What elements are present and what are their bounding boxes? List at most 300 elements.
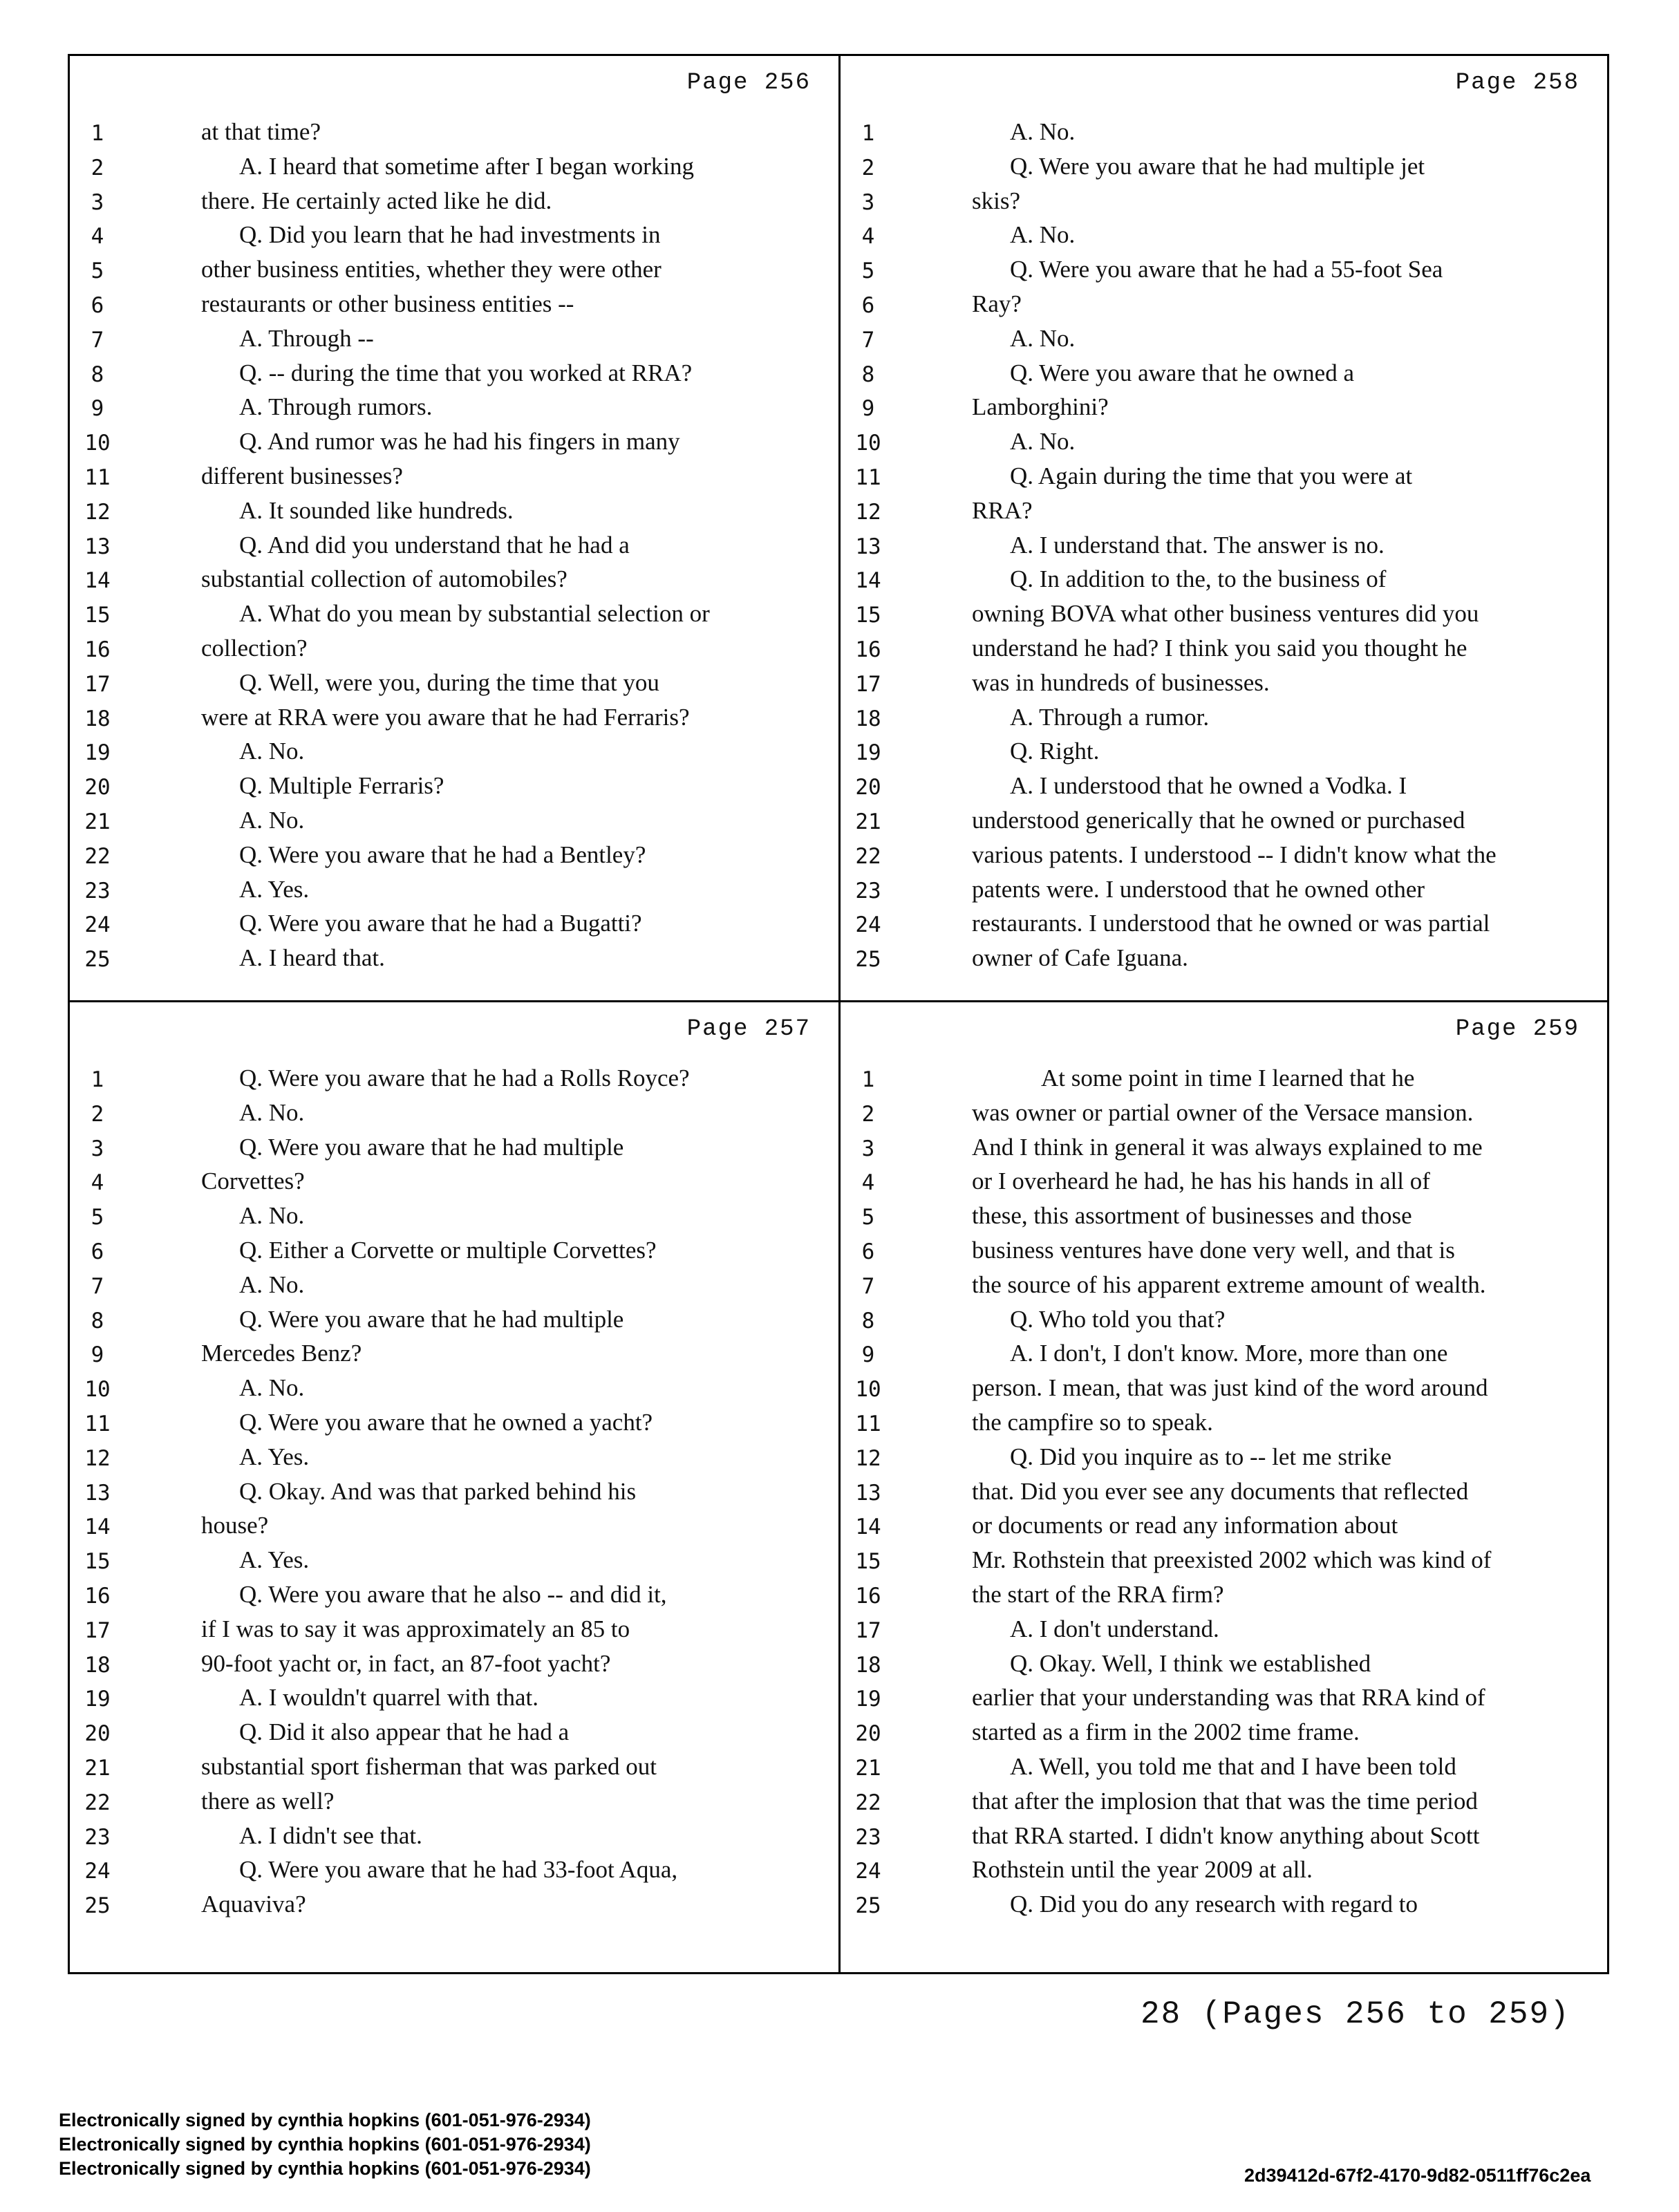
line-text: A. Yes. xyxy=(239,1546,310,1574)
line-text: A. No. xyxy=(239,1374,305,1402)
transcript-line xyxy=(70,324,838,358)
line-text: A. Through a rumor. xyxy=(1010,703,1210,731)
transcript-line xyxy=(841,1855,1607,1889)
line-number: 5 xyxy=(91,259,104,284)
line-number: 3 xyxy=(91,1136,104,1161)
transcript-line xyxy=(70,564,838,599)
line-number: 20 xyxy=(84,775,111,800)
line-text: Q. And did you understand that he had a xyxy=(239,531,630,559)
line-text: Aquaviva? xyxy=(201,1891,306,1918)
line-text: other business entities, whether they were other xyxy=(201,256,662,283)
line-number: 4 xyxy=(861,1170,875,1196)
line-number: 17 xyxy=(855,1618,881,1643)
transcript-line xyxy=(70,358,838,393)
transcript-line xyxy=(70,1683,838,1717)
line-text: were at RRA were you aware that he had Ferraris? xyxy=(201,703,690,731)
line-number: 5 xyxy=(91,1205,104,1230)
line-number: 22 xyxy=(855,1790,881,1815)
line-number: 9 xyxy=(91,396,104,422)
line-text: Q. Were you aware that he had a 55-foot Sea xyxy=(1010,256,1443,283)
line-text: Ray? xyxy=(972,290,1022,317)
line-text: Q. Okay. And was that parked behind his xyxy=(239,1477,637,1505)
line-number: 12 xyxy=(84,499,111,525)
line-text: Q. Were you aware that he had a Bugatti? xyxy=(239,910,642,937)
page-header: Page 256 xyxy=(686,70,811,96)
line-text: A. No. xyxy=(1010,324,1076,352)
transcript-line xyxy=(841,1166,1607,1201)
line-number: 17 xyxy=(855,671,881,697)
line-number: 1 xyxy=(861,1067,875,1092)
transcript-line xyxy=(841,736,1607,771)
line-text: A. No. xyxy=(239,1098,305,1126)
transcript-line xyxy=(841,771,1607,805)
line-text: Q. Were you aware that he owned a yacht? xyxy=(239,1409,653,1436)
line-number: 9 xyxy=(861,1342,875,1368)
page-header: Page 257 xyxy=(686,1016,811,1042)
line-text: or I overheard he had, he has his hands in all of xyxy=(972,1168,1430,1195)
transcript-line xyxy=(70,1821,838,1855)
line-number: 21 xyxy=(84,809,111,834)
line-number: 24 xyxy=(855,1859,881,1884)
transcript-line xyxy=(70,599,838,633)
transcript-line xyxy=(841,254,1607,289)
transcript-line xyxy=(70,1166,838,1201)
line-text: A. Yes. xyxy=(239,875,310,903)
line-text: A. Yes. xyxy=(239,1443,310,1470)
transcript-line xyxy=(70,943,838,977)
line-number: 8 xyxy=(91,362,104,387)
line-number: 4 xyxy=(91,1170,104,1196)
transcript-line xyxy=(841,1477,1607,1511)
transcript-line xyxy=(841,1510,1607,1545)
transcript-line xyxy=(841,564,1607,599)
transcript-line xyxy=(841,496,1607,530)
line-text: skis? xyxy=(972,187,1020,214)
line-number: 18 xyxy=(84,1652,111,1678)
transcript-line xyxy=(841,1098,1607,1132)
transcript-line xyxy=(70,1063,838,1098)
line-number: 7 xyxy=(861,1273,875,1299)
line-text: Q. Okay. Well, I think we established xyxy=(1010,1649,1371,1677)
page-259-panel xyxy=(841,1002,1607,1972)
transcript-line xyxy=(70,771,838,805)
line-text: house? xyxy=(201,1512,269,1539)
line-number: 4 xyxy=(91,224,104,250)
transcript-line xyxy=(841,220,1607,254)
line-text: Q. Were you aware that he had a Bentley? xyxy=(239,841,646,868)
line-number: 5 xyxy=(861,259,875,284)
line-text: business ventures have done very well, and that is xyxy=(972,1237,1455,1264)
transcript-line xyxy=(841,289,1607,324)
line-number: 7 xyxy=(91,1273,104,1299)
line-text: or documents or read any information about xyxy=(972,1512,1398,1539)
line-text: Q. Who told you that? xyxy=(1010,1305,1226,1333)
line-text: Q. Did you inquire as to -- let me strike xyxy=(1010,1443,1392,1470)
line-text: A. No. xyxy=(1010,221,1076,249)
transcript-line xyxy=(841,1270,1607,1304)
line-text: Q. Again during the time that you were at xyxy=(1010,462,1413,489)
line-text: there as well? xyxy=(201,1787,335,1815)
line-number: 6 xyxy=(861,1239,875,1264)
page-257-panel xyxy=(70,1002,838,1972)
line-text: A. No. xyxy=(239,1271,305,1298)
line-text: earlier that your understanding was that RRA kind of xyxy=(972,1684,1485,1712)
transcript-line xyxy=(841,186,1607,221)
line-number: 15 xyxy=(855,1549,881,1575)
transcript-line xyxy=(70,530,838,565)
transcript-line xyxy=(70,668,838,702)
line-number: 10 xyxy=(84,1377,111,1403)
line-text: A. Through rumors. xyxy=(239,393,433,421)
transcript-line xyxy=(841,117,1607,151)
line-number: 17 xyxy=(84,671,111,697)
page-258-panel xyxy=(841,56,1607,1000)
line-number: 13 xyxy=(84,534,111,559)
line-number: 23 xyxy=(84,1824,111,1850)
line-number: 6 xyxy=(91,293,104,318)
line-text: A. I don't understand. xyxy=(1010,1615,1219,1642)
line-number: 23 xyxy=(855,878,881,903)
line-number: 22 xyxy=(84,1790,111,1815)
line-number: 19 xyxy=(855,1687,881,1712)
line-text: understand he had? I think you said you thought he xyxy=(972,635,1467,662)
line-number: 24 xyxy=(855,912,881,938)
line-number: 24 xyxy=(84,1859,111,1884)
line-number: 3 xyxy=(861,189,875,215)
transcript-line xyxy=(70,289,838,324)
line-text: Mercedes Benz? xyxy=(201,1340,362,1367)
line-text: And I think in general it was always explained to me xyxy=(972,1133,1483,1161)
line-number: 10 xyxy=(855,1377,881,1403)
line-number: 14 xyxy=(855,1515,881,1540)
line-number: 4 xyxy=(861,224,875,250)
transcript-line xyxy=(70,633,838,668)
transcript-line xyxy=(70,220,838,254)
line-number: 22 xyxy=(84,843,111,869)
line-text: owner of Cafe Iguana. xyxy=(972,944,1188,972)
line-text: person. I mean, that was just kind of the word around xyxy=(972,1374,1488,1402)
line-text: that after the implosion that that was the time period xyxy=(972,1787,1478,1815)
line-number: 16 xyxy=(855,637,881,662)
line-text: understood generically that he owned or purchased xyxy=(972,807,1465,834)
page-header: Page 259 xyxy=(1455,1016,1579,1042)
transcript-line xyxy=(841,702,1607,737)
line-number: 11 xyxy=(84,465,111,490)
transcript-line xyxy=(841,1132,1607,1167)
line-text: A. No. xyxy=(1010,118,1076,145)
transcript-line xyxy=(70,1373,838,1407)
transcript-line xyxy=(841,1649,1607,1683)
line-number: 1 xyxy=(91,121,104,146)
line-text: Q. Did you learn that he had investments in xyxy=(239,221,661,249)
line-text: was in hundreds of businesses. xyxy=(972,668,1270,696)
transcript-line xyxy=(70,1752,838,1786)
transcript-line xyxy=(70,805,838,840)
line-text: collection? xyxy=(201,635,308,662)
transcript-line xyxy=(70,117,838,151)
transcript-line xyxy=(70,1717,838,1752)
line-text: Q. Either a Corvette or multiple Corvettes? xyxy=(239,1237,657,1264)
line-number: 7 xyxy=(91,327,104,353)
transcript-line xyxy=(70,392,838,427)
line-text: Q. Multiple Ferraris? xyxy=(239,772,444,800)
line-text: A. No. xyxy=(239,807,305,834)
transcript-frame xyxy=(68,54,1609,1974)
line-number: 3 xyxy=(91,189,104,215)
line-text: Q. Were you aware that he had multiple xyxy=(239,1133,624,1161)
signature-line: Electronically signed by cynthia hopkins (601-051-976-2934) xyxy=(59,2134,591,2155)
line-number: 17 xyxy=(84,1618,111,1643)
line-number: 14 xyxy=(84,1515,111,1540)
transcript-line xyxy=(70,1545,838,1580)
line-number: 25 xyxy=(84,947,111,973)
transcript-line xyxy=(841,358,1607,393)
transcript-line xyxy=(70,427,838,461)
line-number: 16 xyxy=(84,1584,111,1609)
line-number: 6 xyxy=(91,1239,104,1264)
transcript-line xyxy=(841,1821,1607,1855)
transcript-line xyxy=(70,1855,838,1889)
transcript-line xyxy=(841,530,1607,565)
transcript-line xyxy=(841,1063,1607,1098)
line-number: 9 xyxy=(861,396,875,422)
line-number: 11 xyxy=(855,465,881,490)
transcript-line xyxy=(70,736,838,771)
transcript-line xyxy=(841,1580,1607,1614)
line-text: A. What do you mean by substantial selection or xyxy=(239,600,710,628)
line-number: 1 xyxy=(91,1067,104,1092)
line-number: 15 xyxy=(855,603,881,628)
line-number: 21 xyxy=(855,809,881,834)
transcript-line xyxy=(70,461,838,496)
line-number: 19 xyxy=(84,1687,111,1712)
line-number: 10 xyxy=(84,431,111,456)
line-number: 12 xyxy=(855,499,881,525)
line-text: At some point in time I learned that he xyxy=(1041,1065,1415,1091)
line-text: at that time? xyxy=(201,118,321,145)
transcript-line xyxy=(70,702,838,737)
line-text: that RRA started. I didn't know anything about Scott xyxy=(972,1821,1480,1849)
line-number: 8 xyxy=(91,1308,104,1333)
transcript-line xyxy=(841,874,1607,909)
line-text: Q. Were you aware that he had a Rolls Royce? xyxy=(239,1065,690,1091)
transcript-line xyxy=(841,1373,1607,1407)
line-text: restaurants. I understood that he owned or was partial xyxy=(972,910,1490,937)
transcript-line xyxy=(841,151,1607,186)
line-number: 2 xyxy=(91,1101,104,1127)
line-number: 6 xyxy=(861,293,875,318)
line-number: 21 xyxy=(84,1756,111,1781)
transcript-line xyxy=(841,805,1607,840)
line-text: Corvettes? xyxy=(201,1168,305,1195)
line-number: 19 xyxy=(84,740,111,766)
transcript-line xyxy=(70,186,838,221)
transcript-line xyxy=(841,633,1607,668)
transcript-line xyxy=(841,1545,1607,1580)
line-number: 25 xyxy=(84,1893,111,1919)
line-number: 21 xyxy=(855,1756,881,1781)
line-text: started as a firm in the 2002 time frame. xyxy=(972,1718,1360,1746)
line-number: 15 xyxy=(84,603,111,628)
transcript-line xyxy=(841,668,1607,702)
transcript-line xyxy=(70,1098,838,1132)
transcript-line xyxy=(70,1235,838,1270)
line-text: A. I understood that he owned a Vodka. I xyxy=(1010,772,1407,800)
line-text: Q. Right. xyxy=(1010,738,1100,765)
transcript-line xyxy=(70,1201,838,1235)
transcript-line xyxy=(841,427,1607,461)
transcript-line xyxy=(841,324,1607,358)
transcript-line xyxy=(70,1304,838,1339)
line-text: the source of his apparent extreme amount of wealth. xyxy=(972,1271,1486,1298)
line-number: 9 xyxy=(91,1342,104,1368)
line-text: Q. Were you aware that he had 33-foot Aqua, xyxy=(239,1856,678,1884)
transcript-line xyxy=(841,1786,1607,1821)
line-text: if I was to say it was approximately an 85 to xyxy=(201,1615,630,1642)
transcript-line xyxy=(841,1614,1607,1649)
transcript-line xyxy=(70,840,838,874)
line-text: that. Did you ever see any documents that reflected xyxy=(972,1477,1469,1505)
line-text: various patents. I understood -- I didn't know what the xyxy=(972,841,1497,868)
line-text: there. He certainly acted like he did. xyxy=(201,187,552,214)
transcript-line xyxy=(841,1717,1607,1752)
line-number: 13 xyxy=(84,1480,111,1506)
line-text: different businesses? xyxy=(201,462,403,489)
transcript-line xyxy=(70,1649,838,1683)
page-256-panel xyxy=(70,56,838,1000)
line-text: these, this assortment of businesses and those xyxy=(972,1202,1412,1230)
line-text: Q. Did it also appear that he had a xyxy=(239,1718,570,1746)
line-number: 13 xyxy=(855,534,881,559)
transcript-line xyxy=(841,1683,1607,1717)
line-text: Q. -- during the time that you worked at RRA? xyxy=(239,359,693,386)
line-number: 2 xyxy=(861,1101,875,1127)
transcript-line xyxy=(841,1407,1607,1442)
line-text: Q. Well, were you, during the time that you xyxy=(239,668,659,696)
line-number: 2 xyxy=(91,155,104,180)
line-text: restaurants or other business entities -- xyxy=(201,290,574,317)
line-number: 25 xyxy=(855,1893,881,1919)
transcript-line xyxy=(70,874,838,909)
line-text: 90-foot yacht or, in fact, an 87-foot yacht? xyxy=(201,1649,611,1677)
transcript-line xyxy=(841,1201,1607,1235)
transcript-line xyxy=(70,254,838,289)
transcript-line xyxy=(70,1442,838,1477)
line-text: Q. Did you do any research with regard to xyxy=(1010,1891,1418,1918)
line-number: 5 xyxy=(861,1205,875,1230)
transcript-line xyxy=(841,1889,1607,1924)
line-text: Q. In addition to the, to the business of xyxy=(1010,565,1387,593)
line-number: 16 xyxy=(855,1584,881,1609)
line-text: substantial sport fisherman that was parked out xyxy=(201,1753,657,1780)
line-text: the campfire so to speak. xyxy=(972,1409,1213,1436)
line-number: 13 xyxy=(855,1480,881,1506)
line-number: 23 xyxy=(84,878,111,903)
transcript-line xyxy=(841,599,1607,633)
line-text: A. No. xyxy=(239,1202,305,1230)
line-number: 24 xyxy=(84,912,111,938)
signature-line: Electronically signed by cynthia hopkins (601-051-976-2934) xyxy=(59,2110,591,2130)
transcript-line xyxy=(70,1477,838,1511)
transcript-line xyxy=(70,1786,838,1821)
line-text: owning BOVA what other business ventures did you xyxy=(972,600,1479,628)
line-number: 10 xyxy=(855,431,881,456)
transcript-line xyxy=(841,943,1607,977)
line-text: Q. And rumor was he had his fingers in many xyxy=(239,428,680,456)
line-text: A. I don't, I don't know. More, more than one xyxy=(1010,1340,1448,1367)
line-number: 18 xyxy=(84,706,111,731)
transcript-line xyxy=(841,1235,1607,1270)
line-number: 18 xyxy=(855,1652,881,1678)
line-number: 20 xyxy=(855,1721,881,1747)
transcript-line xyxy=(70,908,838,943)
line-text: Q. Were you aware that he had multiple xyxy=(239,1305,624,1333)
transcript-line xyxy=(841,1338,1607,1373)
line-text: substantial collection of automobiles? xyxy=(201,565,568,593)
line-number: 14 xyxy=(84,568,111,594)
transcript-line xyxy=(70,1338,838,1373)
line-number: 3 xyxy=(861,1136,875,1161)
transcript-line xyxy=(841,1752,1607,1786)
line-number: 12 xyxy=(855,1445,881,1471)
line-number: 20 xyxy=(84,1721,111,1747)
line-text: A. I understand that. The answer is no. xyxy=(1010,531,1385,559)
line-text: A. Through -- xyxy=(239,324,374,352)
document-hash: 2d39412d-67f2-4170-9d82-0511ff76c2ea xyxy=(1244,2165,1591,2186)
line-text: A. It sounded like hundreds. xyxy=(239,496,514,524)
line-number: 22 xyxy=(855,843,881,869)
transcript-line xyxy=(841,908,1607,943)
transcript-line xyxy=(70,1889,838,1924)
line-text: RRA? xyxy=(972,496,1033,524)
line-text: Q. Were you aware that he owned a xyxy=(1010,359,1354,386)
transcript-line xyxy=(70,1270,838,1304)
transcript-line xyxy=(70,1132,838,1167)
line-number: 16 xyxy=(84,637,111,662)
line-text: Q. Were you aware that he also -- and did it, xyxy=(239,1581,667,1608)
line-number: 15 xyxy=(84,1549,111,1575)
transcript-line xyxy=(841,840,1607,874)
transcript-line xyxy=(70,496,838,530)
line-text: Mr. Rothstein that preexisted 2002 which was kind of xyxy=(972,1546,1492,1574)
line-number: 19 xyxy=(855,740,881,766)
line-text: A. I heard that sometime after I began working xyxy=(239,152,694,180)
signature-line: Electronically signed by cynthia hopkins (601-051-976-2934) xyxy=(59,2158,591,2179)
transcript-line xyxy=(841,461,1607,496)
line-text: Lamborghini? xyxy=(972,393,1109,421)
line-text: Rothstein until the year 2009 at all. xyxy=(972,1856,1313,1884)
transcript-line xyxy=(841,1442,1607,1477)
transcript-line xyxy=(841,392,1607,427)
line-text: A. I didn't see that. xyxy=(239,1821,422,1849)
transcript-line xyxy=(70,1614,838,1649)
line-number: 7 xyxy=(861,327,875,353)
transcript-line xyxy=(70,1510,838,1545)
line-text: was owner or partial owner of the Versace mansion. xyxy=(972,1098,1474,1126)
line-text: A. No. xyxy=(239,738,305,765)
transcript-line xyxy=(70,1580,838,1614)
transcript-line xyxy=(70,1407,838,1442)
line-number: 23 xyxy=(855,1824,881,1850)
page-range-label: 28 (Pages 256 to 259) xyxy=(1141,1996,1570,2032)
line-number: 14 xyxy=(855,568,881,594)
line-number: 2 xyxy=(861,155,875,180)
line-text: A. I wouldn't quarrel with that. xyxy=(239,1684,539,1712)
line-number: 12 xyxy=(84,1445,111,1471)
line-number: 20 xyxy=(855,775,881,800)
line-number: 18 xyxy=(855,706,881,731)
line-number: 1 xyxy=(861,121,875,146)
